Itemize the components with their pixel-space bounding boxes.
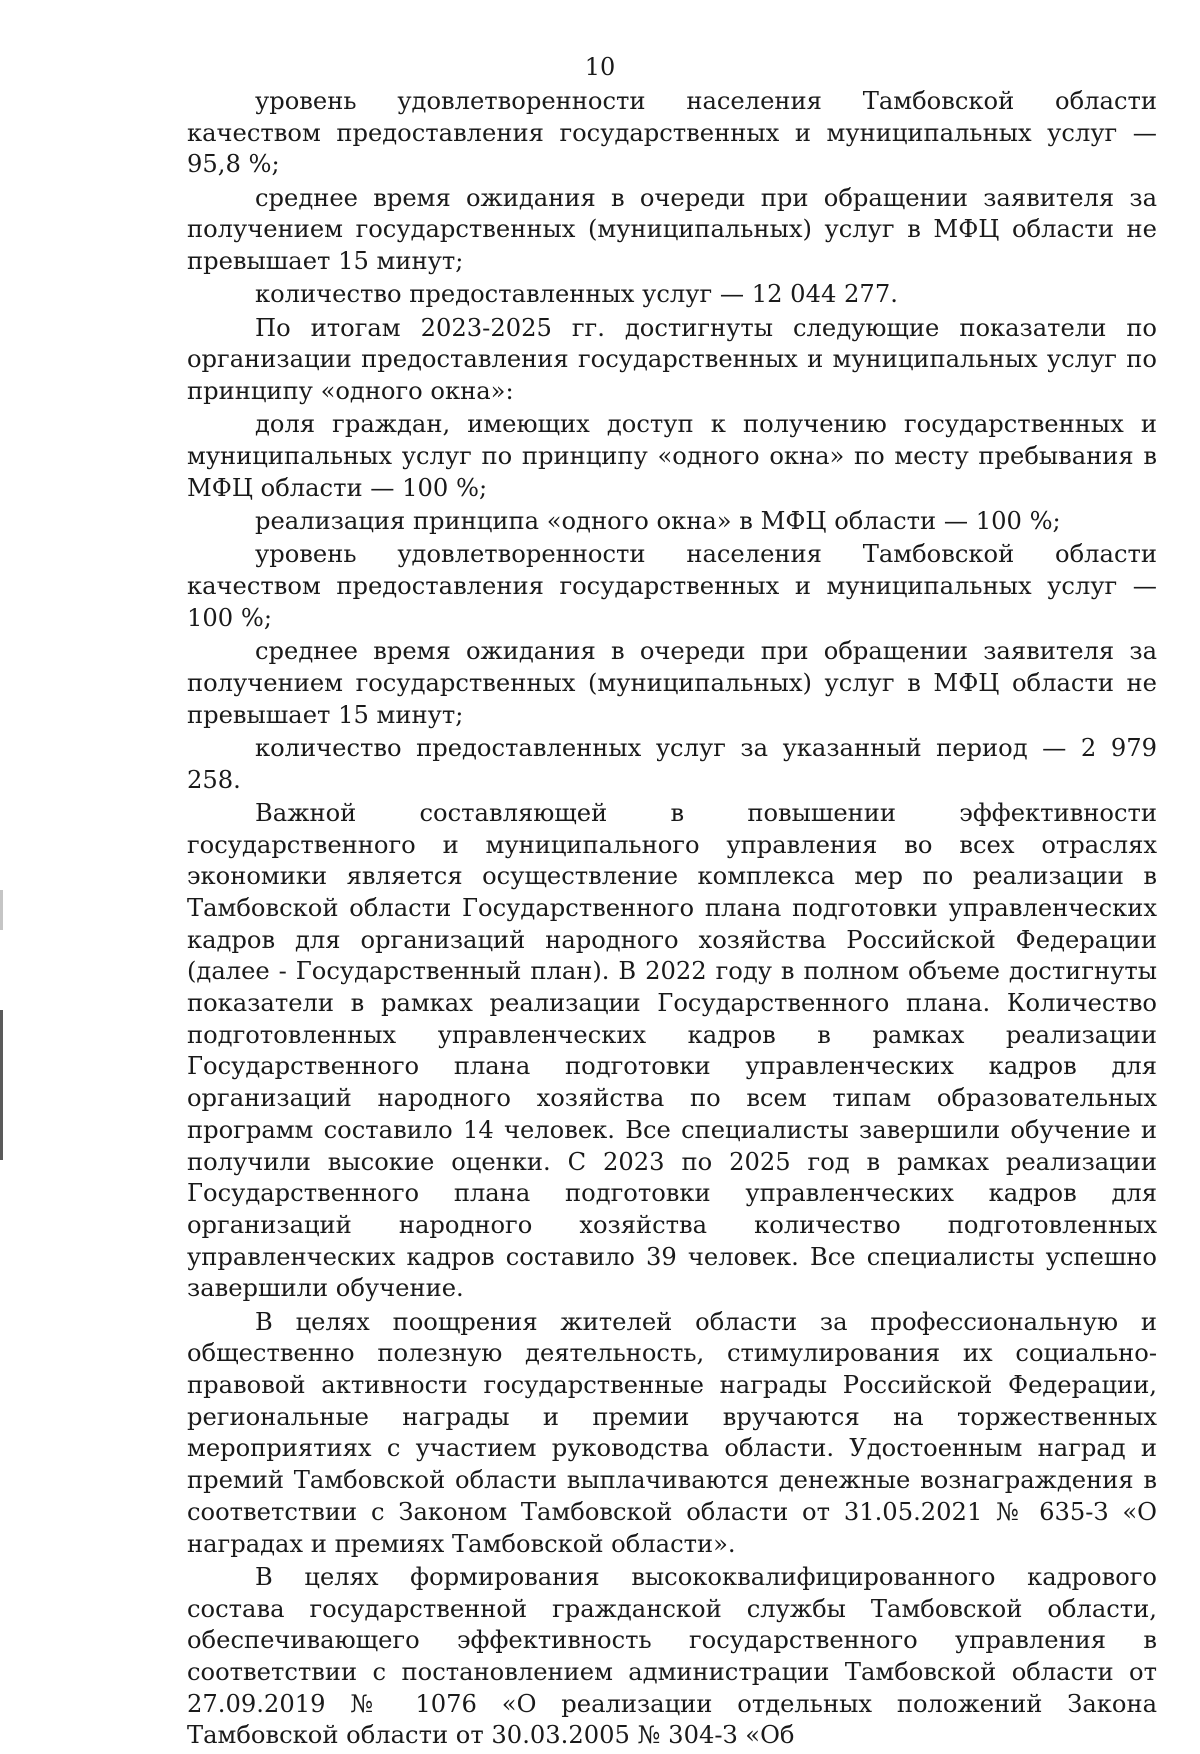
paragraph: среднее время ожидания в очереди при обращении заявителя за получением государственных (муниципальных) услуг в МФЦ области не превышает 15 минут; [187, 637, 1157, 729]
scan-edge-mark [0, 1010, 3, 1160]
paragraph: количество предоставленных услуг за указанный период — 2 979 258. [187, 733, 1157, 794]
scan-edge-mark [0, 890, 3, 930]
paragraph: По итогам 2023-2025 гг. достигнуты следующие показатели по организации предоставления государственных и муниципальных услуг по принципу «одного окна»: [187, 313, 1157, 406]
page-number: 10 [584, 53, 616, 81]
paragraph: реализация принципа «одного окна» в МФЦ области — 100 %; [255, 507, 1061, 536]
document-body [187, 86, 1157, 1754]
paragraph: среднее время ожидания в очереди при обращении заявителя за получением государственных (муниципальных) услуг в МФЦ области не превышает 15 минут; [187, 183, 1157, 276]
paragraph: В целях поощрения жителей области за профессиональную и общественно полезную деятельность, стимулирования их социально-правовой активности государственные награды Российской Федерации, региональные награды и премии вручаются на торжественных мероприятиях с участием руководства области. Удостоенным наград и премий Тамбовской области выплачиваются денежные вознаграждения в соответствии с Законом Тамбовской области от 31.05.2021 № 635-З «О наградах и премиях Тамбовской области». [187, 1307, 1157, 1558]
paragraph: Важной составляющей в повышении эффективности государственного и муниципального управления во всех отраслях экономики является осуществление комплекса мер по реализации в Тамбовской области Государственного плана подготовки управленческих кадров для организаций народного хозяйства Российской Федерации (далее - Государственный план). В 2022 году в полном объеме достигнуты показатели в рамках реализации Государственного плана. Количество подготовленных управленческих кадров в рамках реализации Государственного плана подготовки управленческих кадров для организаций народного хозяйства по всем типам образовательных программ составило 14 человек. Все специалисты завершили обучение и получили высокие оценки. С 2023 по 2025 год в рамках реализации Государственного плана подготовки управленческих кадров для организаций народного хозяйства количество подготовленных управленческих кадров составило 39 человек. Все специалисты успешно завершили обучение. [187, 798, 1157, 1303]
paragraph: доля граждан, имеющих доступ к получению государственных и муниципальных услуг по принципу «одного окна» по месту пребывания в МФЦ области — 100 %; [187, 410, 1157, 502]
paragraph: количество предоставленных услуг — 12 044 277. [255, 280, 898, 309]
paragraph: В целях формирования высококвалифицированного кадрового состава государственной гражданской службы Тамбовской области, обеспечивающего эффективность государственного управления в соответствии с постановлением администрации Тамбовской области от 27.09.2019 № 1076 «О реализации отдельных положений Закона Тамбовской области от 30.03.2005 № 304-З «Об [187, 1562, 1157, 1750]
paragraph: уровень удовлетворенности населения Тамбовской области качеством предоставления государственных и муниципальных услуг — 95,8 %; [187, 87, 1157, 179]
paragraph: уровень удовлетворенности населения Тамбовской области качеством предоставления государственных и муниципальных услуг — 100 %; [187, 540, 1157, 632]
